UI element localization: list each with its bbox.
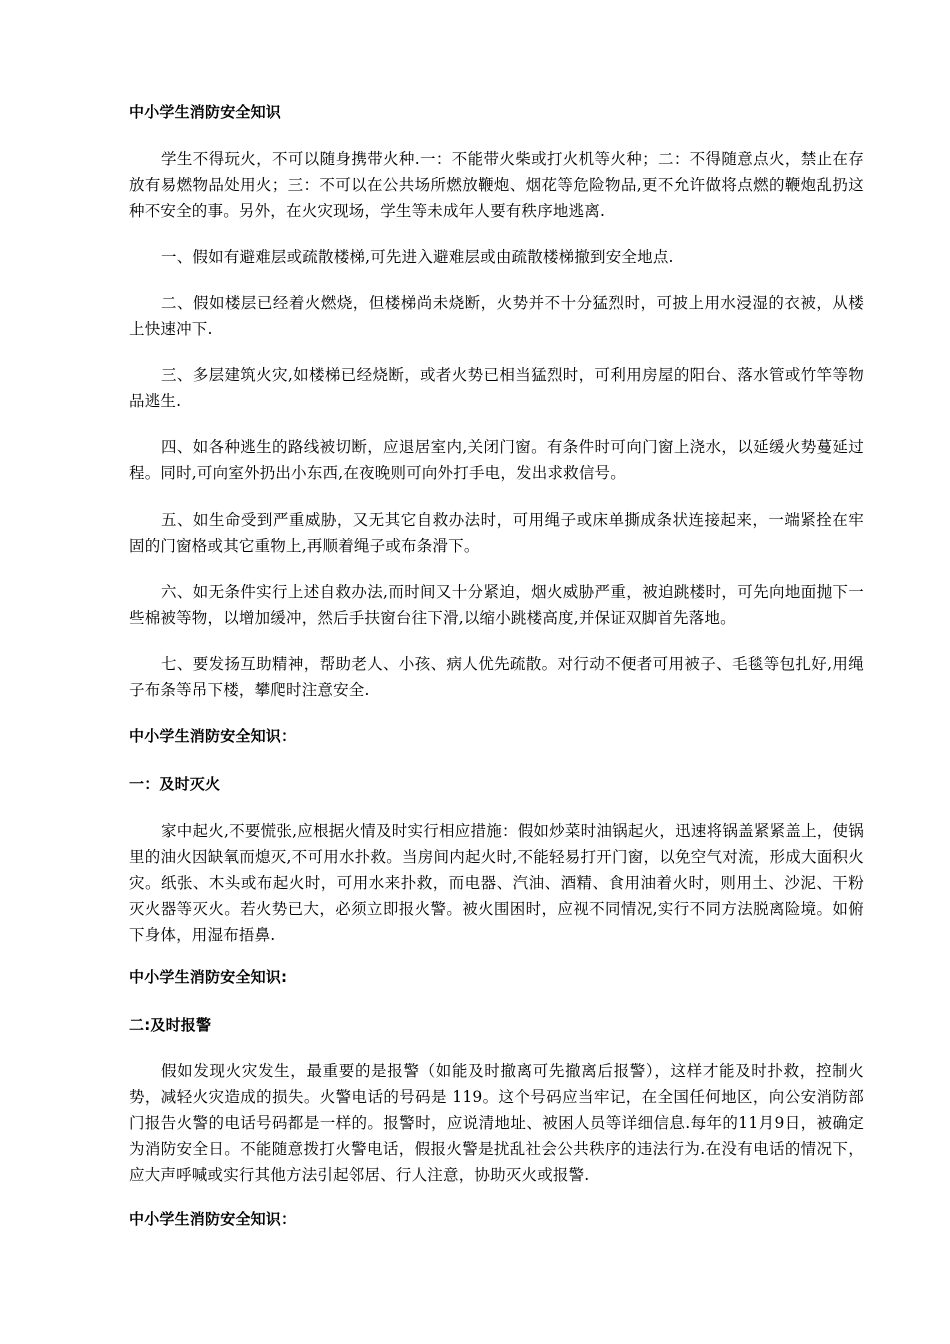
- paragraph-report-fire: 假如发现火灾发生，最重要的是报警（如能及时撤离可先撤离后报警），这样才能及时扑救，控制火势，减轻火灾造成的损失。火警电话的号码是 119。这个号码应当牢记，在全国任何地区，向公安消防部门报告火警的电话号码都是一样的。报警时，应说清地址、被困人员等详细信息.每年的11月9日，被确定为消防安全日。不能随意拨打火警电话，假报火警是扰乱社会公共秩序的违法行为.在没有电话的情况下，应大声呼喊或实行其他方法引起邻居、行人注意，协助灭火或报警.: [129, 1062, 864, 1184]
- section-heading: 中小学生消防安全知识: [129, 103, 282, 121]
- subsection-heading: 二:及时报警: [129, 1016, 212, 1034]
- section-heading: 中小学生消防安全知识:: [129, 968, 288, 986]
- paragraph-6: 六、如无条件实行上述自救办法,而时间又十分紧迫，烟火威胁严重，被迫跳楼时，可先向地面抛下一些棉被等物，以增加缓冲，然后手扶窗台往下滑,以缩小跳楼高度,并保证双脚首先落地。: [129, 583, 864, 627]
- paragraph-3: 三、多层建筑火灾,如楼梯已经烧断，或者火势已相当猛烈时，可利用房屋的阳台、落水管或竹竿等物品逃生.: [129, 366, 864, 410]
- subsection-heading: 一：及时灭火: [129, 775, 221, 793]
- section-heading: 中小学生消防安全知识：: [129, 727, 297, 745]
- paragraph-1: 一、假如有避难层或疏散楼梯,可先进入避难层或由疏散楼梯撤到安全地点.: [161, 248, 674, 266]
- paragraph-5: 五、如生命受到严重威胁，又无其它自救办法时，可用绳子或床单撕成条状连接起来，一端紧拴在牢固的门窗格或其它重物上,再顺着绳子或布条滑下。: [129, 511, 864, 555]
- paragraph-fire-fighting: 家中起火,不要慌张,应根据火情及时实行相应措施：假如炒菜时油锅起火，迅速将锅盖紧紧盖上，使锅里的油火因缺氧而熄灭,不可用水扑救。当房间内起火时,不能轻易打开门窗，以免空气对流，形成大面积火灾。纸张、木头或布起火时，可用水来扑救，而电器、汽油、酒精、食用油着火时，则用土、沙泥、干粉灭火器等灭火。若火势已大，必须立即报火警。被火围困时，应视不同情况,实行不同方法脱离险境。如俯下身体，用湿布捂鼻.: [129, 822, 864, 944]
- intro-paragraph: 学生不得玩火，不可以随身携带火种.一：不能带火柴或打火机等火种；二：不得随意点火，禁止在存放有易燃物品处用火；三：不可以在公共场所燃放鞭炮、烟花等危险物品,更不允许做将点燃的鞭炮乱扔这种不安全的事。另外，在火灾现场，学生等未成年人要有秩序地逃离.: [129, 150, 864, 220]
- section-heading: 中小学生消防安全知识：: [129, 1210, 297, 1228]
- paragraph-2: 二、假如楼层已经着火燃烧，但楼梯尚未烧断，火势并不十分猛烈时，可披上用水浸湿的衣被，从楼上快速冲下.: [129, 294, 864, 338]
- paragraph-7: 七、要发扬互助精神，帮助老人、小孩、病人优先疏散。对行动不便者可用被子、毛毯等包扎好,用绳子布条等吊下楼，攀爬时注意安全.: [129, 655, 864, 699]
- paragraph-4: 四、如各种逃生的路线被切断，应退居室内,关闭门窗。有条件时可向门窗上浇水，以延缓火势蔓延过程。同时,可向室外扔出小东西,在夜晚则可向外打手电，发出求救信号。: [129, 438, 864, 482]
